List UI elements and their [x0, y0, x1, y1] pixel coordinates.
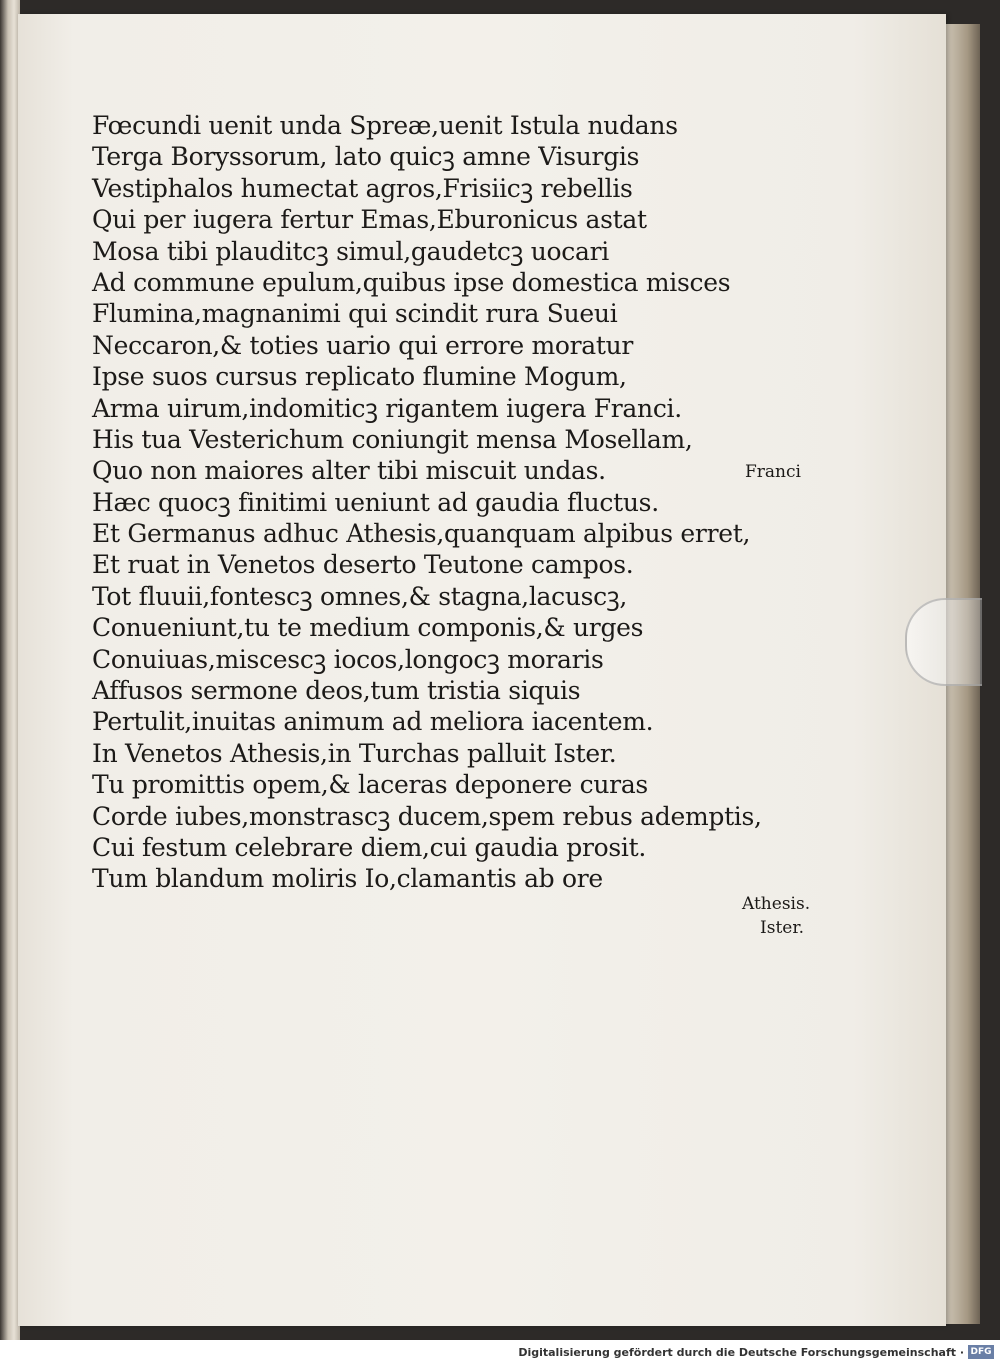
verse-line: In Venetos Athesis,in Turchas palluit Ister. — [92, 738, 617, 768]
verse-line: Terga Boryssorum, lato quicꝫ amne Visurgis — [92, 142, 640, 172]
facing-page-edge — [0, 0, 20, 1340]
footer-credit: Digitalisierung gefördert durch die Deutsche Forschungsgemeinschaft · — [518, 1346, 964, 1359]
verse-line: Ipse suos cursus replicato flumine Mogum, — [92, 362, 627, 392]
verse-line: Pertulit,inuitas animum ad meliora iacentem. — [92, 707, 654, 737]
verse-line: Conueniunt,tu te medium componis,& urges — [92, 613, 644, 643]
marginal-note-athesis: Athesis. — [742, 894, 811, 914]
verse-line: Qui per iugera fertur Emas,Eburonicus astat — [92, 205, 647, 235]
verse-line: Arma uirum,indomiticꝫ rigantem iugera Franci. — [92, 393, 682, 423]
verse-line: His tua Vesterichum coniungit mensa Mosellam, — [92, 424, 693, 454]
verse-line: Tum blandum moliris Io,clamantis ab ore — [92, 864, 603, 894]
verse-line: Ad commune epulum,quibus ipse domestica misces — [92, 267, 731, 297]
marginal-note-ister: Ister. — [760, 918, 804, 938]
verse-line: Hæc quocꝫ finitimi ueniunt ad gaudia fluctus. — [92, 487, 659, 517]
verse-line: Corde iubes,monstrascꝫ ducem,spem rebus ademptis, — [92, 801, 762, 831]
page-clip — [905, 598, 982, 686]
verse-line: Affusos sermone deos,tum tristia siquis — [92, 676, 581, 706]
verse-line: Tot fluuii,fontescꝫ omnes,& stagna,lacuscꝫ, — [92, 581, 627, 611]
dfg-logo: DFG — [968, 1345, 994, 1359]
verse-line: Tu promittis opem,& laceras deponere curas — [92, 770, 648, 800]
verse-line: Mosa tibi plauditcꝫ simul,gaudetcꝫ uocari — [92, 236, 609, 266]
verse-line: Et Germanus adhuc Athesis,quanquam alpibus erret, — [92, 519, 751, 549]
verse-line: Et ruat in Venetos deserto Teutone campos. — [92, 550, 634, 580]
verse-line: Conuiuas,miscescꝫ iocos,longocꝫ moraris — [92, 644, 604, 674]
verse-text-block — [92, 110, 772, 895]
marginal-note-franci: Franci — [745, 462, 801, 482]
verse-line: Fœcundi uenit unda Spreæ,uenit Istula nudans — [92, 111, 678, 140]
verse-line: Neccaron,& toties uario qui errore moratur — [92, 330, 634, 360]
verse-line: Quo non maiores alter tibi miscuit undas. — [92, 456, 606, 486]
verse-line: Vestiphalos humectat agros,Frisiicꝫ rebellis — [92, 173, 633, 203]
verse-line: Cui festum celebrare diem,cui gaudia prosit. — [92, 832, 646, 862]
verse-line: Flumina,magnanimi qui scindit rura Sueui — [92, 299, 618, 329]
